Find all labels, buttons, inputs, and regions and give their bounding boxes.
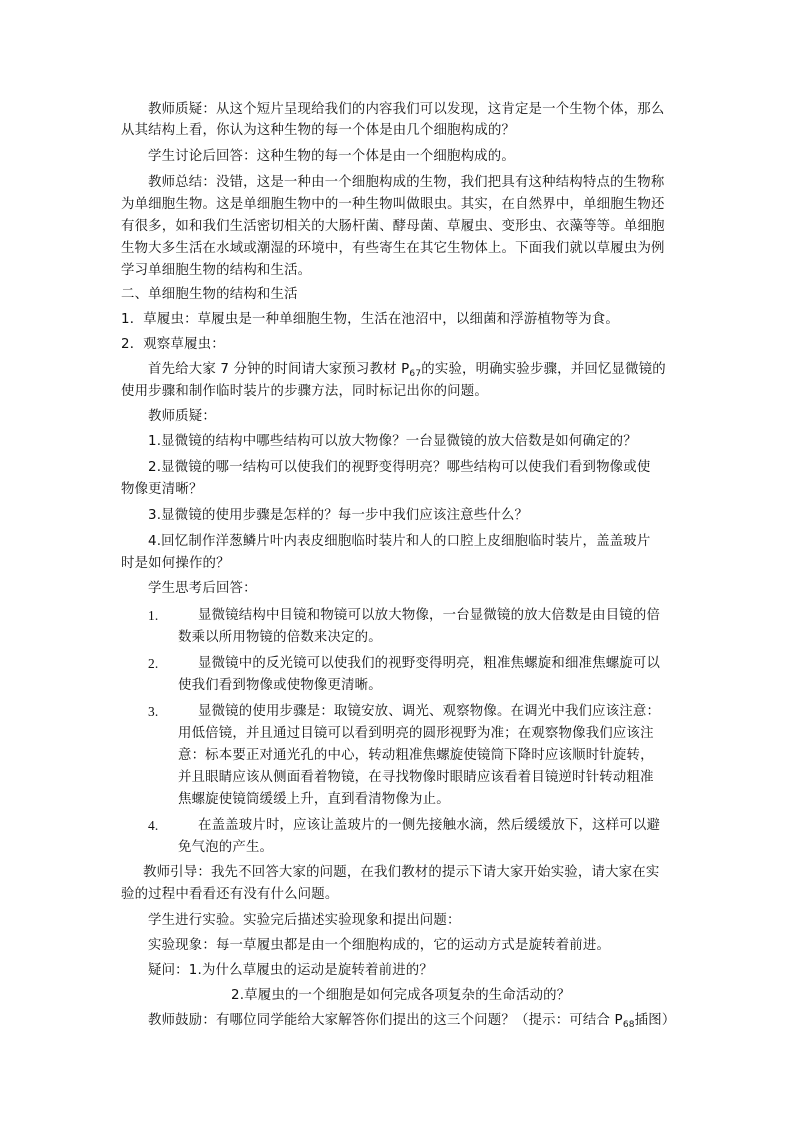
doubt-2: 2.草履虫的一个细胞是如何完成各项复杂的生命活动的？ [231, 988, 571, 1003]
answer-3-line5: 焦螺旋使镜筒缓缓上升，直到看清物像为止。 [178, 792, 450, 807]
answer-heading: 学生思考后回答： [148, 581, 257, 596]
encourage-page-subscript: 68 [622, 1020, 635, 1030]
paragraph-teacher-question-line1: 教师质疑：从这个短片呈现给我们的内容我们可以发现，这肯定是一个生物个体，那么 [148, 102, 665, 117]
answer-3-line4: 并且眼睛应该从侧面看着物镜，在寻找物像时眼睛应该看着目镜逆时针转动粗准 [178, 770, 654, 785]
paragraph-student-answer: 学生讨论后回答：这种生物的每一个体是由一个细胞构成的。 [148, 149, 515, 164]
question-heading: 教师质疑： [148, 409, 216, 424]
teacher-guide-line2: 验的过程中看看还有没有什么问题。 [121, 887, 339, 902]
paragraph-teacher-summary-line4: 生物大多生活在水域或潮湿的环境中，有些寄生在其它生物体上。下面我们就以草履虫为例 [121, 241, 665, 256]
teacher-guide-line1: 教师引导：我先不回答大家的问题，在我们教材的提示下请大家开始实验，请大家在实 [143, 865, 660, 880]
paragraph-teacher-question-line2: 从其结构上看，你认为这种生物的每一个体是由几个细胞构成的？ [121, 123, 516, 138]
question-4-line1: 4.回忆制作洋葱鳞片叶内表皮细胞临时装片和人的口腔上皮细胞临时装片，盖盖玻片 [148, 534, 651, 549]
answer-1-line2: 数乘以所用物镜的倍数来决定的。 [178, 630, 382, 645]
answer-2-number: 2. [148, 656, 159, 671]
answer-4-line2: 免气泡的产生。 [178, 840, 274, 855]
preview-text-a: 首先给大家 7 分钟的时间请大家预习教材 P [148, 362, 410, 377]
paragraph-preview-line2: 使用步骤和制作临时装片的步骤方法，同时标记出你的问题。 [121, 384, 488, 399]
experiment-phenomenon: 实验现象：每一草履虫都是由一个细胞构成的，它的运动方式是旋转着前进。 [148, 938, 611, 953]
answer-1-number: 1. [148, 608, 159, 623]
preview-text-b: 的实验，明确实验步骤，并回忆显微镜的 [421, 362, 666, 377]
question-1: 1.显微镜的结构中哪些结构可以放大物像？一台显微镜的放大倍数是如何确定的？ [148, 434, 637, 449]
paragraph-teacher-summary-line1: 教师总结：没错，这是一种由一个细胞构成的生物，我们把具有这种结构特点的生物称 [148, 175, 665, 190]
answer-2-line2: 使我们看到物像或使物像更清晰。 [178, 678, 382, 693]
question-2-line1: 2.显微镜的哪一结构可以使我们的视野变得明亮？哪些结构可以使我们看到物像或使 [148, 460, 651, 475]
answer-3-number: 3. [148, 704, 159, 719]
answer-4-number: 4. [148, 818, 159, 833]
doubt-1: 疑问：1.为什么草履虫的运动是旋转着前进的？ [148, 963, 433, 978]
answer-3-line2: 用低倍镜，并且通过目镜可以看到明亮的圆形视野为准；在观察物像我们应该注 [178, 726, 654, 741]
paragraph-teacher-summary-line2: 为单细胞生物。这是单细胞生物中的一种生物叫做眼虫。其实，在自然界中，单细胞生物还 [121, 197, 665, 212]
question-4-line2: 时是如何操作的？ [121, 556, 230, 571]
preview-page-subscript: 67 [409, 369, 422, 379]
student-experiment: 学生进行实验。实验完后描述实验现象和提出问题： [148, 913, 461, 928]
paragraph-preview-line1 [148, 361, 666, 383]
answer-2-line1: 显微镜中的反光镜可以使我们的视野变得明亮，粗准焦螺旋和细准焦螺旋可以 [198, 656, 661, 671]
paragraph-teacher-summary-line5: 学习单细胞生物的结构和生活。 [121, 263, 312, 278]
answer-1-line1: 显微镜结构中目镜和物镜可以放大物像，一台显微镜的放大倍数是由目镜的倍 [198, 608, 661, 623]
question-3: 3.显微镜的使用步骤是怎样的？每一步中我们应该注意些什么？ [148, 508, 529, 523]
answer-4-line1: 在盖盖玻片时，应该让盖玻片的一侧先接触水滴，然后缓缓放下，这样可以避 [198, 818, 661, 833]
encourage-text-b: 插图） [634, 1013, 676, 1028]
paragraph-teacher-summary-line3: 有很多，如和我们生活密切相关的大肠杆菌、酵母菌、草履虫、变形虫、衣藻等等。单细胞 [121, 219, 665, 234]
item-observe-paramecium: 2．观察草履虫： [121, 337, 225, 352]
item-paramecium: 1．草履虫：草履虫是一种单细胞生物，生活在池沼中，以细菌和浮游植物等为食。 [121, 312, 619, 327]
answer-3-line1: 显微镜的使用步骤是：取镜安放、调光、观察物像。在调光中我们应该注意： [198, 704, 661, 719]
answer-3-line3: 意：标本要正对通光孔的中心，转动粗准焦螺旋使镜筒下降时应该顺时针旋转， [178, 748, 654, 763]
encourage-text-a: 教师鼓励：有哪位同学能给大家解答你们提出的这三个问题？（提示：可结合 P [148, 1013, 623, 1028]
question-2-line2: 物像更清晰？ [121, 482, 203, 497]
section-heading: 二、单细胞生物的结构和生活 [121, 287, 298, 302]
teacher-encourage [148, 1012, 675, 1034]
